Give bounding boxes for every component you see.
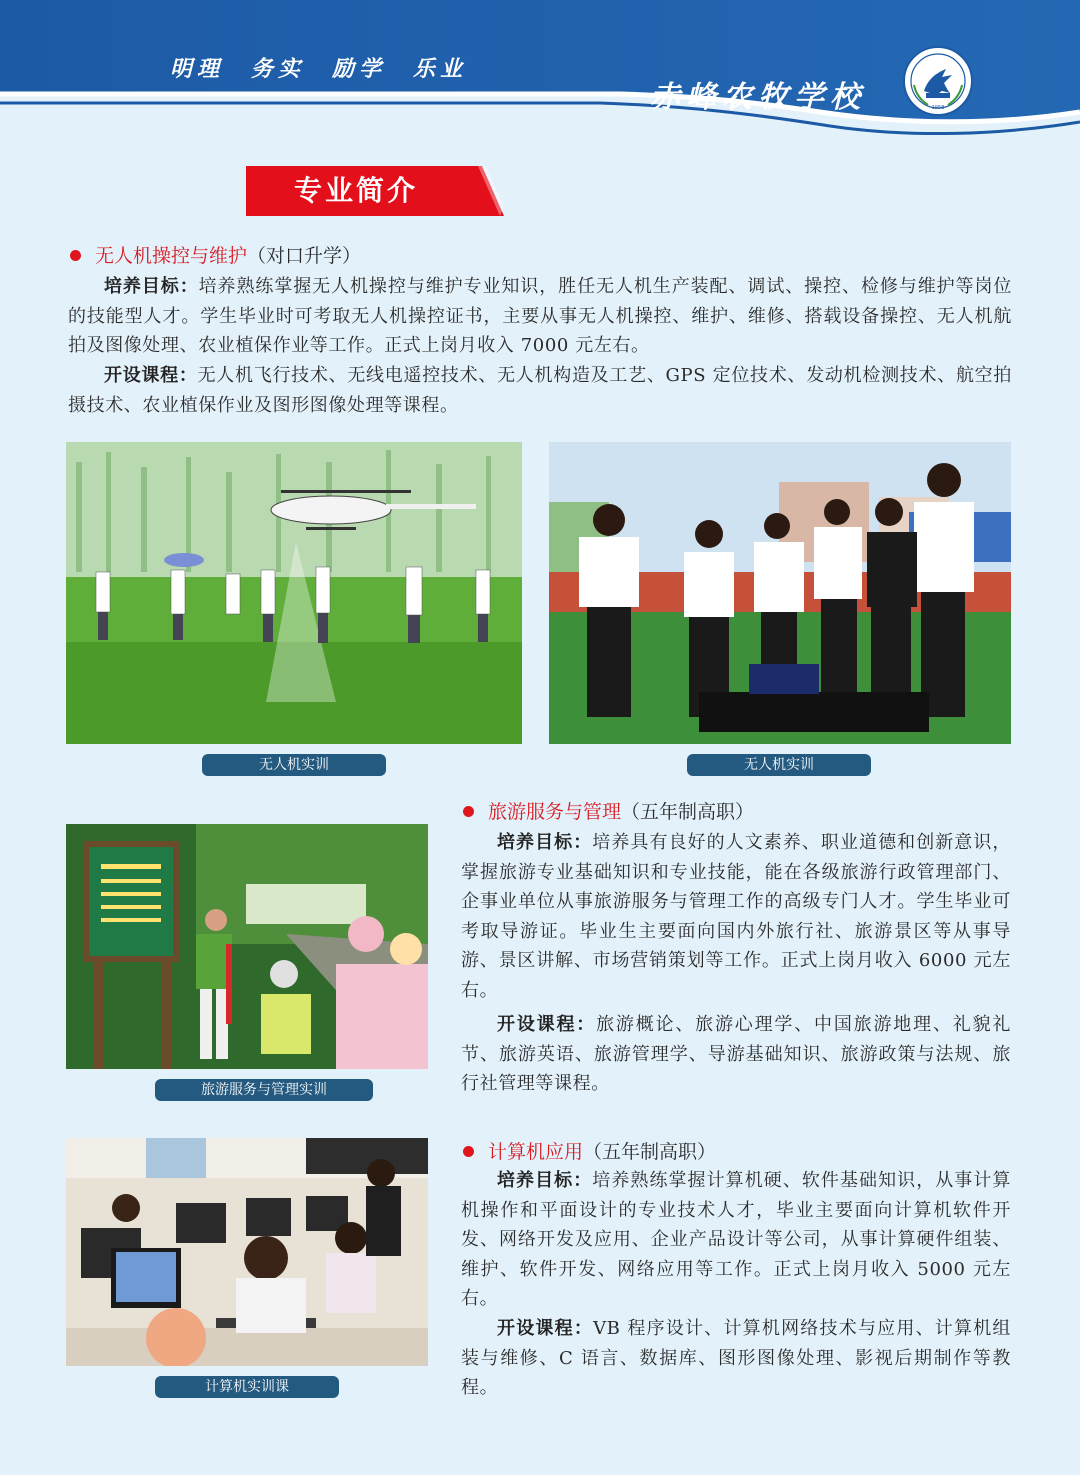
major-3-name: 计算机应用 (488, 1141, 584, 1163)
photo-tourism-training (66, 824, 428, 1069)
photo-4-caption: 计算机实训课 (155, 1376, 339, 1398)
photo-computer-class (66, 1138, 428, 1366)
course-label: 开设课程： (497, 1318, 594, 1339)
goal-label: 培养目标： (497, 1170, 593, 1191)
major-3-courses (461, 1314, 1011, 1403)
major-1-name: 无人机操控与维护 (95, 245, 248, 267)
page-header (0, 0, 1080, 140)
major-3-goal (461, 1166, 1011, 1314)
photo-2-caption: 无人机实训 (687, 754, 871, 776)
major-3-type: （五年制高职） (583, 1141, 717, 1163)
goal-label: 培养目标： (104, 276, 199, 297)
major-2-title (463, 800, 754, 824)
major-2-name: 旅游服务与管理 (488, 801, 622, 823)
major-2-course-text: 旅游概论、旅游心理学、中国旅游地理、礼貌礼节、旅游英语、旅游管理学、导游基础知识、旅游政策与法规、旅行社管理等课程。 (461, 1014, 1011, 1094)
major-3-title (463, 1140, 716, 1164)
major-2-type: （五年制高职） (621, 801, 755, 823)
major-2-goal (461, 828, 1011, 1005)
school-name: 赤峰农牧学校 (650, 80, 866, 115)
course-label: 开设课程： (104, 365, 198, 386)
major-1-courses (68, 361, 1012, 420)
major-2-courses (461, 1010, 1011, 1099)
major-3-goal-text: 培养熟练掌握计算机硬、软件基础知识，从事计算机操作和平面设计的专业技术人才，毕业主要面向计算机软件开发、网络开发及应用、企业产品设计等公司，从事计算硬件组装、维护、软件开发、网络应用等工作。正式上岗月收入 5000 元左右。 (461, 1170, 1012, 1309)
course-label: 开设课程： (497, 1014, 597, 1035)
logo-year-text: 1958 (931, 105, 945, 111)
major-3-course-text: VB 程序设计、计算机网络技术与应用、计算机组装与维修、C 语言、数据库、图形图像处理、影视后期制作等教程。 (461, 1318, 1012, 1398)
photo-drone-field (66, 442, 522, 744)
photo-3-caption: 旅游服务与管理实训 (155, 1079, 373, 1101)
bullet-dot-icon (70, 250, 81, 261)
photo-drone-students (549, 442, 1011, 744)
bullet-dot-icon (463, 1146, 474, 1157)
section-title: 专业简介 (293, 174, 418, 207)
major-1-goal-text: 培养熟练掌握无人机操控与维护专业知识，胜任无人机生产装配、调试、操控、检修与维护等岗位的技能型人才。学生毕业时可考取无人机操控证书，主要从事无人机操控、维护、维修、搭载设备操控、无人机航拍及图像处理、农业植保作业等工作。正式上岗月收入 7000 元左右。 (68, 276, 1013, 356)
photo-1-caption: 无人机实训 (202, 754, 386, 776)
bullet-dot-icon (463, 806, 474, 817)
major-2-goal-text: 培养具有良好的人文素养、职业道德和创新意识，掌握旅游专业基础知识和专业技能，能在各级旅游行政管理部门、企事业单位从事旅游服务与管理工作的高级专门人才。学生毕业可考取导游证。毕业生主要面向国内外旅行社、旅游景区等从事导游、景区讲解、市场营销策划等工作。正式上岗月收入 6000 元左右。 (461, 832, 1012, 1001)
school-motto: 明理 务实 励学 乐业 (170, 56, 468, 82)
major-1-title (70, 244, 361, 268)
major-1-type: （对口升学） (247, 245, 362, 267)
major-1-goal (68, 272, 1012, 361)
goal-label: 培养目标： (497, 832, 593, 853)
school-logo-emblem (902, 45, 974, 117)
major-1-course-text: 无人机飞行技术、无线电遥控技术、无人机构造及工艺、GPS 定位技术、发动机检测技术、航空拍摄技术、农业植保作业及图形图像处理等课程。 (68, 365, 1012, 416)
